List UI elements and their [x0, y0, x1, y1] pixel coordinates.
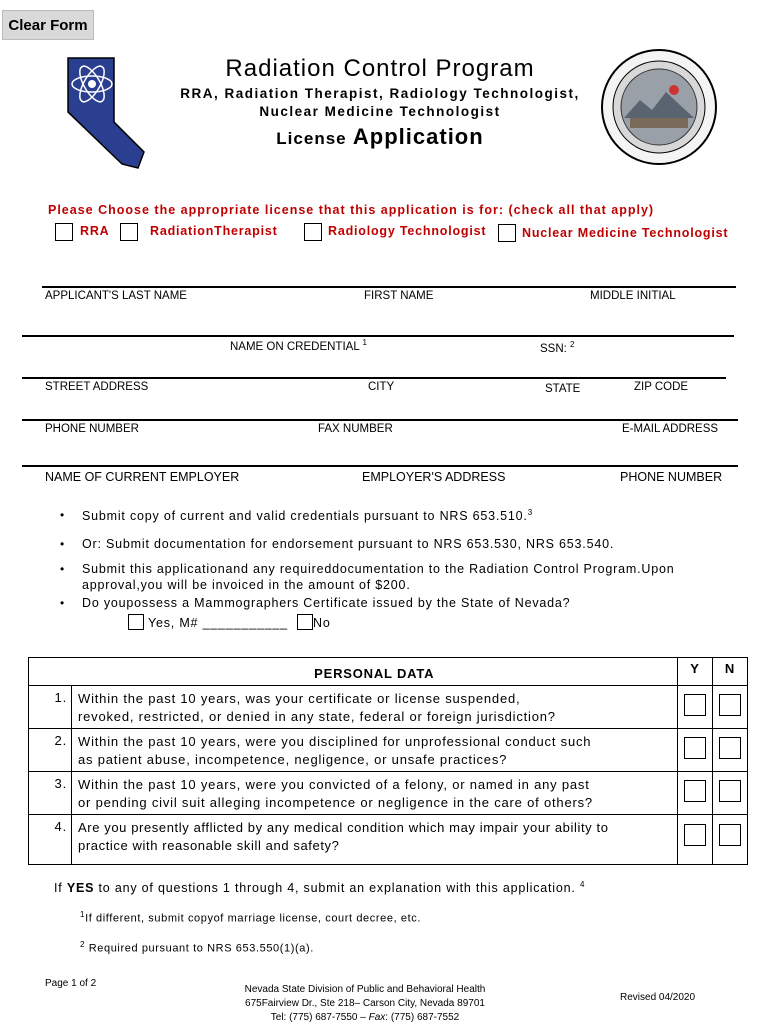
divider [22, 335, 734, 337]
if-yes-post: to any of questions 1 through 4, submit an explanation with this application. [94, 881, 576, 896]
state-label: STATE [545, 383, 581, 395]
bullet-icon: • [60, 537, 65, 551]
middle-initial-label: MIDDLE INITIAL [590, 290, 676, 302]
question-text [72, 815, 678, 865]
bullet-credentials-text: Submit copy of current and valid credentials pursuant to NRS 653.510. [82, 509, 528, 524]
yes-cell [678, 729, 713, 772]
fax-number-label: FAX NUMBER [318, 423, 393, 435]
zip-code-label: ZIP CODE [634, 381, 689, 393]
yes-cell [678, 686, 713, 729]
option-radiation-therapist-label: RadiationTherapist [150, 224, 278, 238]
option-rra-label: RRA [80, 224, 110, 238]
question-text [72, 772, 678, 815]
page-number: Page 1 of 2 [45, 978, 97, 989]
footer-address: 675Fairview Dr., Ste 218– Carson City, Nevada 89701 [245, 998, 485, 1009]
question-number: 2. [29, 729, 72, 772]
subtitle-line2: Nuclear Medicine Technologist [259, 104, 501, 119]
footnote-1 [80, 910, 421, 925]
question-number: 3. [29, 772, 72, 815]
ssn-label [540, 340, 575, 355]
clear-form-button[interactable]: Clear Form [2, 10, 94, 40]
nevada-atom-logo [62, 52, 148, 172]
no-cell [713, 729, 748, 772]
last-name-label: APPLICANT'S LAST NAME [45, 290, 187, 302]
table-header-spacer [29, 658, 72, 686]
question-line1: Are you presently afflicted by any medical condition which may impair your ability to [78, 820, 609, 835]
q2-yes-checkbox[interactable] [684, 737, 706, 759]
footnote-ref-3: 3 [527, 508, 533, 517]
checkbox-nuclear-medicine-technologist[interactable] [498, 224, 516, 242]
footer-contact [210, 1012, 520, 1023]
revised-date: Revised 04/2020 [620, 992, 696, 1003]
bullet-icon: • [60, 596, 65, 610]
application-title-big: Application [352, 124, 484, 149]
email-address-label: E-MAIL ADDRESS [622, 423, 719, 435]
question-number: 4. [29, 815, 72, 865]
question-line1: Within the past 10 years, were you convicted of a felony, or named in any past [78, 777, 590, 792]
q1-yes-checkbox[interactable] [684, 694, 706, 716]
bullet-endorsement: Or: Submit documentation for endorsement pursuant to NRS 653.530, NRS 653.540. [82, 537, 615, 551]
question-text [72, 686, 678, 729]
checkbox-mammographer-yes[interactable] [128, 614, 144, 630]
footnote-2-text: Required pursuant to NRS 653.550(1)(a). [88, 942, 314, 955]
bullet-submit-line2: approval,you will be invoiced in the amount of $200. [82, 578, 411, 592]
bullet-icon: • [60, 562, 65, 576]
personal-data-table [28, 657, 748, 865]
mammographer-yes-label: Yes, M# ___________ [148, 616, 288, 630]
current-employer-label: NAME OF CURRENT EMPLOYER [45, 470, 240, 484]
footnote-2-marker: 2 [80, 940, 86, 949]
license-choice-instruction: Please Choose the appropriate license that this application is for: (check all that apply) [48, 203, 655, 217]
q3-yes-checkbox[interactable] [684, 780, 706, 802]
checkbox-radiation-therapist[interactable] [120, 223, 138, 241]
employer-address-label: EMPLOYER'S ADDRESS [362, 470, 506, 484]
q4-no-checkbox[interactable] [719, 824, 741, 846]
question-line2: as patient abuse, incompetence, negligence, or unsafe practices? [78, 752, 508, 767]
checkbox-radiology-technologist[interactable] [304, 223, 322, 241]
footer-tel: Tel: (775) 687-7550 – [270, 1012, 369, 1023]
q1-no-checkbox[interactable] [719, 694, 741, 716]
subtitle-line1: RRA, Radiation Therapist, Radiology Technologist, [180, 86, 580, 101]
q3-no-checkbox[interactable] [719, 780, 741, 802]
divider [22, 465, 738, 467]
footnote-1-marker: 1 [80, 910, 86, 919]
employer-phone-label: PHONE NUMBER [620, 470, 723, 484]
question-number: 1. [29, 686, 72, 729]
if-yes-bold: YES [66, 881, 95, 896]
name-on-credential-text: NAME ON CREDENTIAL [230, 340, 360, 353]
footnote-2 [80, 940, 314, 955]
q4-yes-checkbox[interactable] [684, 824, 706, 846]
application-title [150, 124, 610, 150]
yes-column-header: Y [678, 658, 713, 686]
option-nuclear-medicine-technologist-label: Nuclear Medicine Technologist [522, 226, 729, 240]
footnote-ref-1: 1 [362, 338, 367, 347]
phone-number-label: PHONE NUMBER [45, 423, 139, 435]
question-text [72, 729, 678, 772]
personal-data-header: PERSONAL DATA [72, 658, 678, 686]
bullet-mammographer: Do youpossess a Mammographers Certificate issued by the State of Nevada? [82, 596, 571, 610]
ssn-text: SSN: [540, 342, 567, 355]
bullet-credentials [82, 508, 533, 523]
q2-no-checkbox[interactable] [719, 737, 741, 759]
footer-fax-number: : (775) 687-7552 [385, 1012, 460, 1023]
city-label: CITY [368, 381, 395, 393]
bullet-submit-line1: Submit this applicationand any requireddocumentation to the Radiation Control Program.Upon [82, 562, 675, 576]
question-line1: Within the past 10 years, were you disciplined for unprofessional conduct such [78, 734, 592, 749]
table-header-row [29, 658, 748, 686]
question-line1: Within the past 10 years, was your certificate or license suspended, [78, 691, 521, 706]
application-title-small: License [276, 129, 347, 148]
question-line2: practice with reasonable skill and safety? [78, 838, 340, 853]
table-row [29, 729, 748, 772]
name-on-credential-label [230, 338, 367, 353]
if-yes-pre: If [54, 881, 67, 896]
checkbox-rra[interactable] [55, 223, 73, 241]
mammographer-no-label: No [313, 616, 331, 630]
divider [42, 286, 736, 288]
page-title: Radiation Control Program [225, 55, 535, 82]
footnote-ref-2: 2 [570, 340, 575, 349]
option-radiology-technologist-label: Radiology Technologist [328, 224, 487, 238]
if-yes-note [54, 880, 585, 895]
street-address-label: STREET ADDRESS [45, 381, 149, 393]
table-row [29, 815, 748, 865]
footnote-ref-4: 4 [579, 880, 586, 889]
footnote-1-text: If different, submit copyof marriage license, court decree, etc. [85, 912, 422, 925]
question-line2: revoked, restricted, or denied in any state, federal or foreign jurisdiction? [78, 709, 556, 724]
question-line2: or pending civil suit alleging incompetence or negligence in the care of others? [78, 795, 593, 810]
divider [22, 419, 738, 421]
no-column-header: N [713, 658, 748, 686]
footer-fax-label: Fax [368, 1012, 386, 1023]
yes-cell [678, 815, 713, 865]
divider [22, 377, 726, 379]
footer-agency: Nevada State Division of Public and Behavioral Health [244, 984, 486, 995]
no-cell [713, 686, 748, 729]
table-row [29, 772, 748, 815]
table-row [29, 686, 748, 729]
checkbox-mammographer-no[interactable] [297, 614, 313, 630]
no-cell [713, 815, 748, 865]
no-cell [713, 772, 748, 815]
nevada-state-seal [600, 48, 718, 166]
first-name-label: FIRST NAME [364, 290, 434, 302]
yes-cell [678, 772, 713, 815]
bullet-icon: • [60, 508, 65, 522]
